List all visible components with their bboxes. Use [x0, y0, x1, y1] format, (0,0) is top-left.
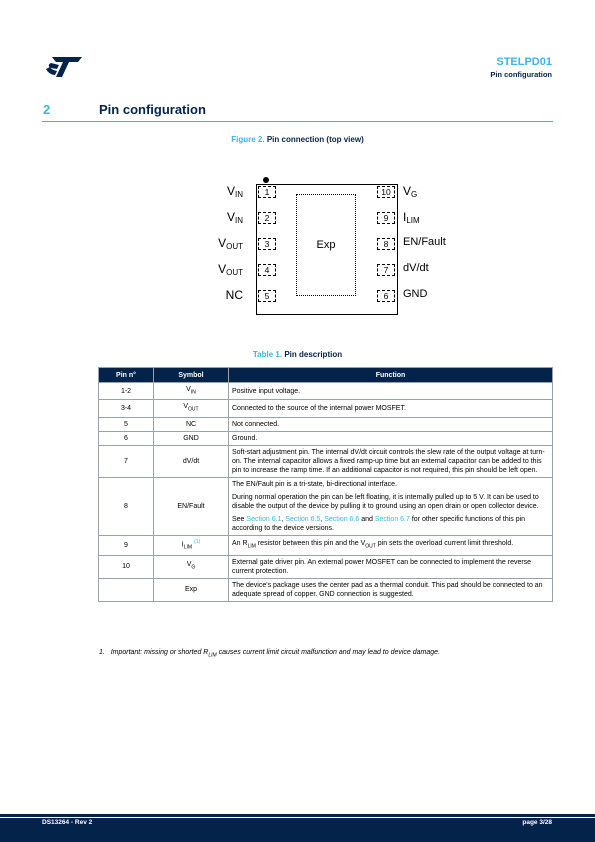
pin-name-7: dV/dt [403, 262, 429, 274]
cell-function [229, 555, 553, 578]
pin1-marker-dot [263, 177, 269, 183]
cell-symbol: Exp [154, 578, 229, 601]
table-row [99, 383, 553, 400]
table-row [99, 431, 553, 445]
pin-name-1: $V_{IN}$ [226, 184, 243, 199]
pin-pad-7: 7 [377, 264, 395, 276]
section-link-6-5[interactable]: Section 6.5 [285, 515, 321, 523]
table-caption-prefix: Table 1. [252, 350, 283, 359]
cell-pin: 8 [99, 477, 154, 535]
document-title: STELPD01 [496, 56, 552, 68]
header-symbol: Symbol [154, 368, 229, 383]
cell-function [229, 431, 553, 445]
cell-symbol: $I_{LIM}^{(1)}$ [154, 535, 229, 555]
pin-pad-10: 10 [377, 186, 395, 198]
document-subtitle: Pin configuration [490, 70, 552, 79]
section-link-6-7[interactable]: Section 6.7 [374, 515, 410, 523]
cell-function [229, 383, 553, 400]
footer-line [0, 814, 595, 817]
footer-doc-id: DS13264 - Rev 2 [42, 819, 93, 826]
cell-symbol: $V_{OUT}$ [154, 400, 229, 417]
table-row [99, 400, 553, 417]
pin-name-9: $I_{LIM}$ [403, 210, 420, 225]
footnote-text-2: causes current limit circuit malfunction and may lead to device damage. [216, 649, 441, 656]
pin-name-sub-1: IN [235, 190, 243, 199]
cell-pin [99, 578, 154, 601]
function-paragraph: During normal operation the pin can be left floating, it is internally pulled up to 5 V. It can be used to disable the output of the device by pulling it to ground using an open drain or open collector device. [232, 493, 539, 510]
section-link-6-6[interactable]: Section 6.6 [324, 515, 360, 523]
section-link-6-1[interactable]: Section 6.1 [246, 515, 282, 523]
footer-page-number: page 3/28 [522, 819, 552, 826]
cell-symbol: $V_{IN}$ [154, 383, 229, 400]
pin-name-sub-9: LIM [406, 216, 420, 225]
cell-function [229, 477, 553, 535]
rlim-sub: LIM [247, 543, 256, 550]
footnote-sub: LIM [208, 652, 217, 659]
function-paragraph: See Section 6.1, Section 6.5, Section 6.6 and Section 6.7 for other specific functions of this pin according to the device versions. [232, 515, 526, 532]
pin-pad-4: 4 [258, 264, 276, 276]
table-row [99, 555, 553, 578]
header-function: Function [229, 368, 553, 383]
pin-name-8: EN/Fault [403, 236, 446, 248]
cell-function [229, 578, 553, 601]
pin-pad-9: 9 [377, 212, 395, 224]
pin-name-5: NC [225, 288, 243, 302]
exposed-pad-label: Exp [316, 239, 336, 251]
cell-pin: 9 [99, 535, 154, 555]
table-row [99, 445, 553, 477]
vout-sub: OUT [365, 543, 376, 550]
cell-pin: 1-2 [99, 383, 154, 400]
cell-symbol: EN/Fault [154, 477, 229, 535]
table-caption-text: Pin description [284, 350, 343, 359]
pin-pad-6: 6 [377, 290, 395, 302]
pin-name-sub-10: G [411, 190, 418, 199]
section-divider [42, 121, 553, 122]
table-row [99, 477, 553, 535]
figure-caption [0, 135, 595, 144]
table-row [99, 535, 553, 555]
cell-symbol: $V_G$ [154, 555, 229, 578]
pin-name-4: $V_{OUT}$ [218, 262, 243, 277]
footnote-number: 1. [99, 649, 105, 656]
function-paragraph: Ground. [232, 434, 258, 442]
function-paragraph: Soft-start adjustment pin. The internal dV/dt circuit controls the slew rate of the output voltage at turn-on. The internal capacitor allows a fixed ramp-up time but an external capacitor can be added to this pin to increase the ramp time. If an additional capacitor is not required, this pin should be left open. [232, 448, 545, 474]
cell-pin: 3-4 [99, 400, 154, 417]
st-logo [42, 55, 84, 79]
cell-symbol-sub: LIM [183, 544, 193, 551]
cell-pin: 10 [99, 555, 154, 578]
function-paragraph: The device's package uses the center pad as a thermal conduit. This pad should be connected to an adequate spread of copper. GND connection is suggested. [232, 581, 543, 598]
pin-pad-5: 5 [258, 290, 276, 302]
section-number: 2 [43, 102, 51, 117]
function-paragraph: An $R_{LIM}$ resistor between this pin and the $V_{OUT}$ pin sets the overload current limit threshold. [232, 539, 514, 550]
pin-name-sub-2: IN [235, 216, 243, 225]
pin-description-table [98, 367, 553, 602]
footnote-ref: (1) [194, 538, 201, 545]
pin-name-sub-4: OUT [226, 268, 243, 277]
cell-symbol: GND [154, 431, 229, 445]
function-paragraph: Positive input voltage. [232, 387, 301, 395]
table-row [99, 578, 553, 601]
cell-symbol: dV/dt [154, 445, 229, 477]
cell-symbol-sub: IN [190, 389, 196, 396]
cell-symbol: NC [154, 417, 229, 431]
cell-function [229, 400, 553, 417]
cell-pin: 7 [99, 445, 154, 477]
cell-pin: 5 [99, 417, 154, 431]
table-footnote [99, 649, 440, 658]
function-paragraph: External gate driver pin. An external power MOSFET can be connected to implement the reverse current protection. [232, 558, 532, 575]
cell-symbol-sub: G [191, 564, 196, 571]
pin-pad-1: 1 [258, 186, 276, 198]
section-title: Pin configuration [99, 102, 206, 117]
function-paragraph: Not connected. [232, 420, 280, 428]
pin-pad-8: 8 [377, 238, 395, 250]
cell-pin: 6 [99, 431, 154, 445]
table-body [99, 383, 553, 602]
pin-pad-2: 2 [258, 212, 276, 224]
pin-name-2: $V_{IN}$ [226, 210, 243, 225]
table-caption [0, 350, 595, 359]
cell-function [229, 535, 553, 555]
footnote-text-1: Important: missing or shorted R [110, 649, 209, 656]
cell-function [229, 417, 553, 431]
figure-caption-text: Pin connection (top view) [266, 135, 364, 144]
pin-name-3: $V_{OUT}$ [218, 236, 243, 251]
pin-name-10: $V_G$ [403, 184, 418, 199]
cell-symbol-sub: OUT [188, 406, 199, 413]
table-header-row [99, 368, 553, 383]
figure-caption-prefix: Figure 2. [231, 135, 265, 144]
function-paragraph: The EN/Fault pin is a tri-state, bi-directional interface. [232, 480, 397, 488]
table-row [99, 417, 553, 431]
function-paragraph: Connected to the source of the internal power MOSFET. [232, 405, 406, 413]
header-pin: Pin n° [99, 368, 154, 383]
pin-name-sub-3: OUT [226, 242, 243, 251]
pin-name-6: GND [403, 288, 428, 300]
cell-function [229, 445, 553, 477]
pin-pad-3: 3 [258, 238, 276, 250]
